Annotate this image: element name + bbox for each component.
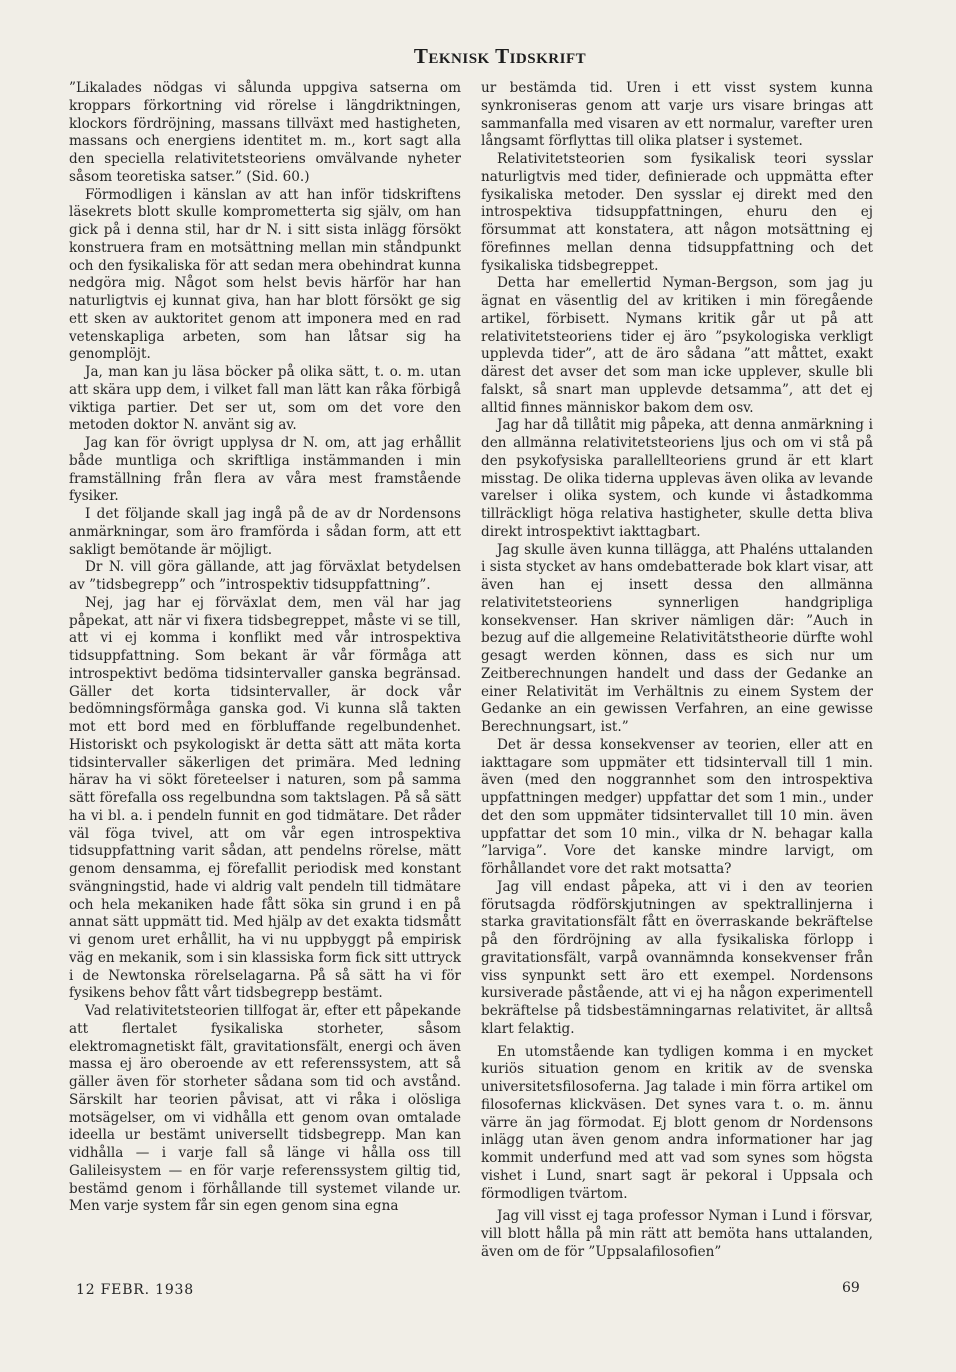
right-paragraph-1: ur bestämda tid. Uren i ett visst system kunna synkroniseras genom att varje urs visare bringas att sammanfalla med visaren av ett normalur, varefter uren långsamt förflyttas till olika platser i systemet. xyxy=(481,80,873,150)
right-paragraph-9: Jag vill visst ej taga professor Nyman i Lund i försvar, vill blott hålla på min rätt att bemöta hans uttalanden, även om de för ”Uppsalafilosofien” xyxy=(481,1208,873,1260)
right-column xyxy=(481,80,873,1262)
right-paragraph-5: Jag skulle även kunna tillägga, att Phaléns uttalanden i sista stycket av hans omdebatterade bok klart visar, att även han ej insett dessa den allmänna relativitetsteoriens synnerligen handgripliga konsekvenser. Han skriver nämligen där: ”Auch in bezug auf die allgemeine Relativitätstheorie dürfte wohl gesagt werden können, dass es sich nur um Zeitberechnungen handelt und dass der Gedanke an einer Relativität im Verhältnis zu einem System der Gedanke an ein gewissen Verfahren, an eine gewisse Berechnungsart, ist.” xyxy=(481,541,873,735)
left-column xyxy=(69,80,461,1216)
right-paragraph-3: Detta har emellertid Nyman-Bergson, som jag ju ägnat en väsentlig del av kritiken i min föregående artikel, förbisett. Nymans kritik går ut på att relativitetsteoriens tider ej äro ”psykologiska verkligt upplevda tider”, att de äro sådana ”att måttet, exakt därest det avser det som man icke upplever, skulle bli falskt, så snart man upplevde detsamma”, att det ej alltid finnes människor bakom dem osv. xyxy=(481,275,873,416)
left-paragraph-2: Förmodligen i känslan av att han inför tidskriftens läsekrets blott skulle komprometterta sig själv, om han gick på i denna stil, har dr N. i sitt sista inlägg försökt konstruera fram en motsättning mellan min ståndpunkt och den fysikaliska för att sedan mera obehindrat kunna nedgöra mig. Något som helst bevis härför har han naturligtvis ej kunnat giva, han har blott försökt ge sig ett sken av auktoritet genom att imponera med en rad vetenskapliga arbeten, som han låtsar sig ha genomplöjt. xyxy=(69,186,461,363)
right-paragraph-7: Jag vill endast påpeka, att vi i den av teorien förutsagda rödförskjutningen av spektrallinjerna i starka gravitationsfält fått en överraskande bekräftelse på den fördröjning av alla fysikaliska förlopp i gravitationsfält, varpå ovannämnda konsekvenser från viss synpunkt sett äro ett exempel. Nordensons kursiverade påstående, att vi ej ha någon experimentell bekräftelse på tidsbestämningarnas relativitet, är alltså klart felaktig. xyxy=(481,878,873,1037)
right-paragraph-8: En utomstående kan tydligen komma i en mycket kuriös situation genom en kritik av de svenska universitetsfilosoferna. Jag talade i min förra artikel om filosofernas klickväsen. Det synes vara t. o. m. ännu värre än jag förmodat. Ej blott genom dr Nordensons inlägg utan även genom andra informationer har jag kommit underfund med att vad som synes som högsta vishet i Lund, snart sagt är pekoral i Uppsala och förmodligen tvärtom. xyxy=(481,1043,873,1202)
left-paragraph-4: Jag kan för övrigt upplysa dr N. om, att jag erhållit både muntliga och skriftliga instämmanden i min framställning från flera av våra mest framstående fysiker. xyxy=(69,435,461,505)
left-paragraph-1: ”Likalades nödgas vi sålunda uppgiva satserna om kroppars förkortning vid rörelse i längdriktningen, klockors fördröjning, massans tillväxt med hastigheten, massans och energiens identitet m. m., kort sagt alla den speciella relativitetsteoriens omvälvande nyheter såsom teoretiska satser.” (Sid. 60.) xyxy=(69,80,461,185)
left-paragraph-6: Dr N. vill göra gällande, att jag förväxlat betydelsen av ”tidsbegrepp” och ”introspektiv tidsuppfattning”. xyxy=(69,559,461,593)
right-paragraph-4: Jag har då tillåtit mig påpeka, att denna anmärkning i den allmänna relativitetsteoriens ljus och om vi stå på den psykofysiska parallellteoriens grund är ett klart misstag. De olika tiderna upplevas även olika av levande varelser i olika system, och kunde vi åstadkomma tillräckligt höga relativa hastigheter, skulle detta bliva direkt introspektivt iakttagbart. xyxy=(481,417,873,540)
left-paragraph-3: Ja, man kan ju läsa böcker på olika sätt, t. o. m. utan att skära upp dem, i vilket fall man lätt kan råka förbigå viktiga partier. Det ser ut, som om det vore den metoden doktor N. använt sig av. xyxy=(69,364,461,434)
page-number: 69 xyxy=(842,1280,860,1296)
left-paragraph-5: I det följande skall jag ingå på de av dr Nordensons anmärkningar, som äro framförda i sådan form, att ett sakligt bemötande är möjligt. xyxy=(69,506,461,558)
journal-title: Teknisk Tidskrift xyxy=(413,44,587,68)
left-paragraph-7: Nej, jag har ej förväxlat dem, men väl har jag påpekat, att när vi fixera tidsbegreppet, måste vi se till, att vi ej komma i konflikt med vår introspektiva tidsuppfattning. Som bekant är vår förmåga att introspektivt bedöma tidsintervaller ganska begränsad. Gäller det korta tidsintervaller, är dock vår bedömningsförmåga ganska god. Vi kunna slå takten mot ett bord med en förbluffande regelbundenhet. Historiskt och psykologiskt är detta sätt att mäta korta tidsintervaller säkerligen det primära. Med ledning härav ha vi sökt företeelser i naturen, som på samma sätt förefalla oss regelbundna som taktslagen. På så sätt ha vi bl. a. i pendeln funnit en god tidmätare. Det råder väl föga tvivel, att om vår egen introspektiva tidsuppfattning varit sådan, att pendelns rörelse, mätt genom densamma, ej förefallit periodisk med konstant svängningstid, hade vi aldrig valt pendeln till tidmätare och hela mekaniken hade fått söka sin grund i en på annat sätt uppmätt tid. Med hjälp av det exakta tidsmått vi genom uret erhållit, ha vi nu uppbyggt på empirisk väg en mekanik, som i sin klassiska form fick sitt uttryck i de Newtonska rörelselagarna. På så sätt ha vi för fysikens behov fått vårt tidsbegrepp bestämt. xyxy=(69,594,461,1002)
right-paragraph-2: Relativitetsteorien som fysikalisk teori sysslar naturligtvis med tider, definierade och uppmätta efter fysikaliska metoder. Den sysslar ej direkt med den introspektiva tidsuppfattningen, ehuru den ej försummat att konstatera, att någon motsättning ej förefinnes mellan denna tidsuppfattning och det fysikaliska tidsbegreppet. xyxy=(481,151,873,274)
issue-date: 12 FEBR. 1938 xyxy=(76,1282,194,1298)
right-paragraph-6: Det är dessa konsekvenser av teorien, eller att en iakttagare som uppmäter ett tidsintervall till 1 min. även (med den noggrannhet som den introspektiva uppfattningen medger) uppfattar det som 1 min., under det den som uppmäter tidsintervallet till 10 min. även uppfattar det som 10 min., vilka dr N. behagar kalla ”larviga”. Vore det kanske mindre larvigt, om förhållandet vore det rakt motsatta? xyxy=(481,736,873,877)
left-paragraph-8: Vad relativitetsteorien tillfogat är, efter ett påpekande att flertalet fysikaliska storheter, såsom elektromagnetiskt fält, gravitationsfält, energi och även massa ej äro oberoende av ett referenssystem, att så gäller även för storheter sådana som tid och avstånd. Särskilt har teorien påvisat, att vi råka i olösliga motsägelser, om vi vidhålla ett genom ovan omtalade ideella ur bestämt universellt tidsbegrepp. Man kan vidhålla — i varje fall så länge vi hålla oss till Galileisystem — en för varje referenssystem giltig tid, bestämd genom i förhållande till systemet vilande ur. Men varje system får sin egen genom sina egna xyxy=(69,1003,461,1215)
